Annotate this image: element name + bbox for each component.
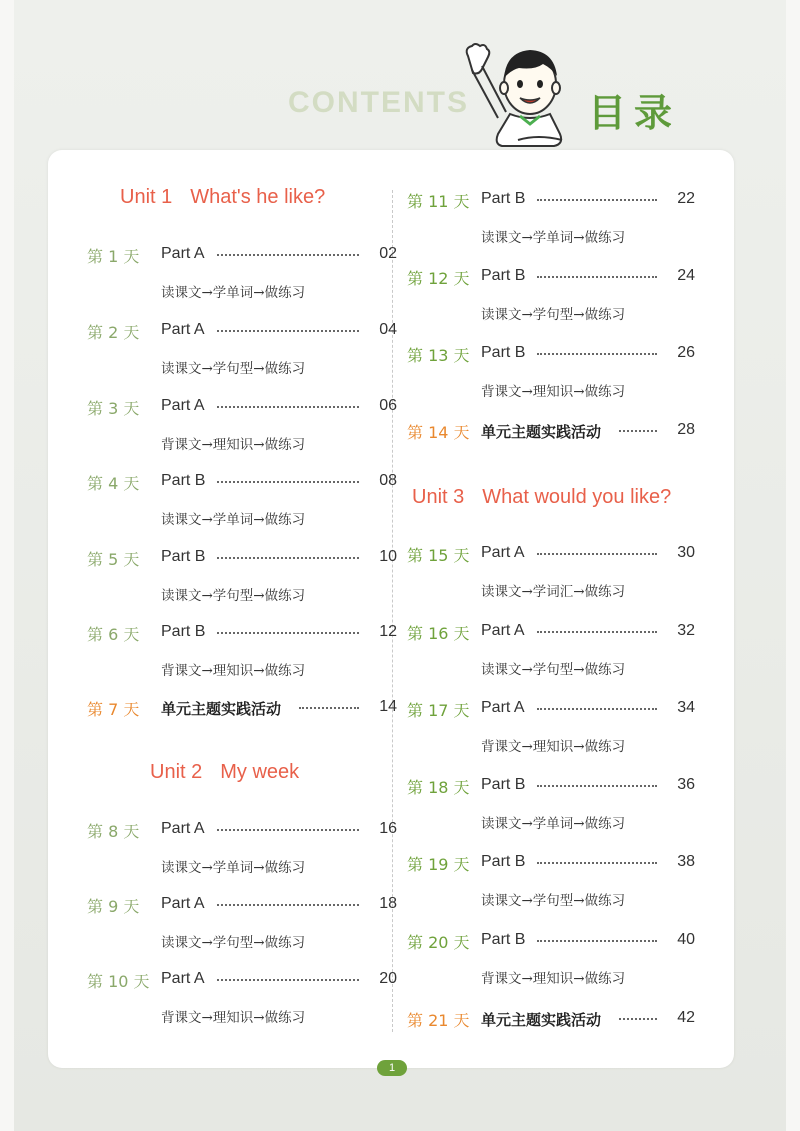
toc-entry[interactable] <box>407 1008 695 1038</box>
page-number: 12 <box>379 623 397 640</box>
day-label: 第 15 天 <box>407 546 470 565</box>
scan-edge-left <box>0 0 14 1131</box>
page-number: 38 <box>677 853 695 870</box>
unit-3-number: Unit 3 <box>412 486 465 508</box>
boy-mascot-illustration <box>458 40 578 152</box>
part-label: Part B <box>161 623 206 640</box>
leader-dots <box>537 553 657 555</box>
leader-dots <box>537 276 657 278</box>
day-label: 第 1 天 <box>87 247 140 266</box>
leader-dots <box>217 632 359 634</box>
toc-entry[interactable] <box>407 189 695 259</box>
part-label: Part B <box>481 190 526 207</box>
day-label: 第 14 天 <box>407 423 470 442</box>
scan-edge-right <box>786 0 800 1131</box>
page-number: 28 <box>677 421 695 438</box>
day-label: 第 17 天 <box>407 701 470 720</box>
day-label: 第 11 天 <box>407 192 470 211</box>
day-label: 第 20 天 <box>407 933 470 952</box>
toc-entry[interactable] <box>407 543 695 613</box>
part-label: Part B <box>481 344 526 361</box>
activity-steps: 背课文→理知识→做练习 <box>161 1010 306 1026</box>
toc-entry[interactable] <box>407 420 695 450</box>
leader-dots <box>217 904 359 906</box>
page-number: 10 <box>379 548 397 565</box>
part-label: Part A <box>161 245 205 262</box>
leader-dots <box>619 1018 657 1020</box>
part-label: Part A <box>481 622 525 639</box>
part-label: Part A <box>161 321 205 338</box>
part-label: Part B <box>481 931 526 948</box>
unit-2-number: Unit 2 <box>150 761 203 783</box>
activity-steps: 读课文→学单词→做练习 <box>481 230 626 246</box>
leader-dots <box>217 829 359 831</box>
toc-entry[interactable] <box>87 471 397 541</box>
page-number: 24 <box>677 267 695 284</box>
toc-entry[interactable] <box>87 320 397 390</box>
leader-dots <box>537 862 657 864</box>
page-number: 32 <box>677 622 695 639</box>
part-label: Part B <box>161 548 206 565</box>
page-number: 30 <box>677 544 695 561</box>
part-label: Part A <box>161 970 205 987</box>
activity-steps: 背课文→理知识→做练习 <box>481 739 626 755</box>
activity-steps: 背课文→理知识→做练习 <box>161 437 306 453</box>
toc-entry[interactable] <box>87 819 397 889</box>
page-number: 18 <box>379 895 397 912</box>
leader-dots <box>217 406 359 408</box>
leader-dots <box>217 481 359 483</box>
toc-entry[interactable] <box>407 343 695 413</box>
unit-3-heading <box>412 486 671 509</box>
toc-entry[interactable] <box>407 852 695 922</box>
page-number: 40 <box>677 931 695 948</box>
toc-entry[interactable] <box>407 775 695 845</box>
contents-heading-zh: 目录 <box>588 91 681 135</box>
day-label: 第 8 天 <box>87 822 140 841</box>
activity-steps: 背课文→理知识→做练习 <box>481 384 626 400</box>
day-label: 第 4 天 <box>87 474 140 493</box>
unit-2-heading <box>150 761 299 784</box>
toc-entry[interactable] <box>87 697 397 727</box>
day-label: 第 18 天 <box>407 778 470 797</box>
leader-dots <box>537 199 657 201</box>
leader-dots <box>217 557 359 559</box>
day-label: 第 13 天 <box>407 346 470 365</box>
day-label: 第 12 天 <box>407 269 470 288</box>
page-number: 34 <box>677 699 695 716</box>
toc-entry[interactable] <box>87 969 397 1039</box>
page-number: 14 <box>379 698 397 715</box>
toc-entry[interactable] <box>87 244 397 314</box>
leader-dots <box>217 254 359 256</box>
day-label: 第 16 天 <box>407 624 470 643</box>
part-label: Part B <box>481 853 526 870</box>
activity-steps: 读课文→学单词→做练习 <box>161 285 306 301</box>
activity-steps: 读课文→学单词→做练习 <box>481 816 626 832</box>
day-label: 第 21 天 <box>407 1011 470 1030</box>
part-label: Part A <box>161 397 205 414</box>
page-number: 26 <box>677 344 695 361</box>
day-label: 第 3 天 <box>87 399 140 418</box>
leader-dots <box>217 330 359 332</box>
part-label: Part A <box>481 699 525 716</box>
activity-steps: 读课文→学句型→做练习 <box>161 935 306 951</box>
activity-steps: 读课文→学词汇→做练习 <box>481 584 626 600</box>
toc-entry[interactable] <box>407 930 695 1000</box>
part-label: 单元主题实践活动 <box>481 423 602 441</box>
leader-dots <box>537 940 657 942</box>
footer-page-number: 1 <box>377 1060 407 1076</box>
unit-3-title: What would you like? <box>482 486 672 508</box>
part-label: Part A <box>161 820 205 837</box>
page-number: 22 <box>677 190 695 207</box>
day-label: 第 5 天 <box>87 550 140 569</box>
day-label: 第 7 天 <box>87 700 140 719</box>
part-label: Part A <box>161 895 205 912</box>
page-number: 04 <box>379 321 397 338</box>
toc-entry[interactable] <box>407 698 695 768</box>
leader-dots <box>537 353 657 355</box>
unit-1-number: Unit 1 <box>120 186 173 208</box>
page-number: 20 <box>379 970 397 987</box>
page-number: 16 <box>379 820 397 837</box>
activity-steps: 读课文→学句型→做练习 <box>161 361 306 377</box>
day-label: 第 2 天 <box>87 323 140 342</box>
activity-steps: 读课文→学单词→做练习 <box>161 512 306 528</box>
day-label: 第 9 天 <box>87 897 140 916</box>
part-label: Part B <box>481 776 526 793</box>
toc-entry[interactable] <box>407 621 695 691</box>
leader-dots <box>619 430 657 432</box>
page-number: 42 <box>677 1009 695 1026</box>
activity-steps: 读课文→学句型→做练习 <box>481 662 626 678</box>
activity-steps: 背课文→理知识→做练习 <box>161 663 306 679</box>
activity-steps: 读课文→学单词→做练习 <box>161 860 306 876</box>
toc-entry[interactable] <box>87 547 397 617</box>
toc-entry[interactable] <box>87 894 397 964</box>
activity-steps: 读课文→学句型→做练习 <box>161 588 306 604</box>
page-number: 06 <box>379 397 397 414</box>
leader-dots <box>217 979 359 981</box>
activity-steps: 读课文→学句型→做练习 <box>481 893 626 909</box>
day-label: 第 19 天 <box>407 855 470 874</box>
leader-dots <box>537 785 657 787</box>
leader-dots <box>299 707 359 709</box>
leader-dots <box>537 708 657 710</box>
unit-2-title: My week <box>220 761 300 783</box>
unit-1-title: What's he like? <box>190 186 326 208</box>
toc-entry[interactable] <box>407 266 695 336</box>
day-label: 第 6 天 <box>87 625 140 644</box>
part-label: 单元主题实践活动 <box>481 1011 602 1029</box>
part-label: Part B <box>481 267 526 284</box>
page-number: 08 <box>379 472 397 489</box>
day-label: 第 10 天 <box>87 972 150 991</box>
toc-entry[interactable] <box>87 396 397 466</box>
page-number: 02 <box>379 245 397 262</box>
toc-entry[interactable] <box>87 622 397 692</box>
contents-heading-en: CONTENTS <box>288 86 469 119</box>
activity-steps: 背课文→理知识→做练习 <box>481 971 626 987</box>
part-label: Part A <box>481 544 525 561</box>
page-number: 36 <box>677 776 695 793</box>
part-label: 单元主题实践活动 <box>161 700 282 718</box>
unit-1-heading <box>120 186 325 209</box>
leader-dots <box>537 631 657 633</box>
part-label: Part B <box>161 472 206 489</box>
activity-steps: 读课文→学句型→做练习 <box>481 307 626 323</box>
